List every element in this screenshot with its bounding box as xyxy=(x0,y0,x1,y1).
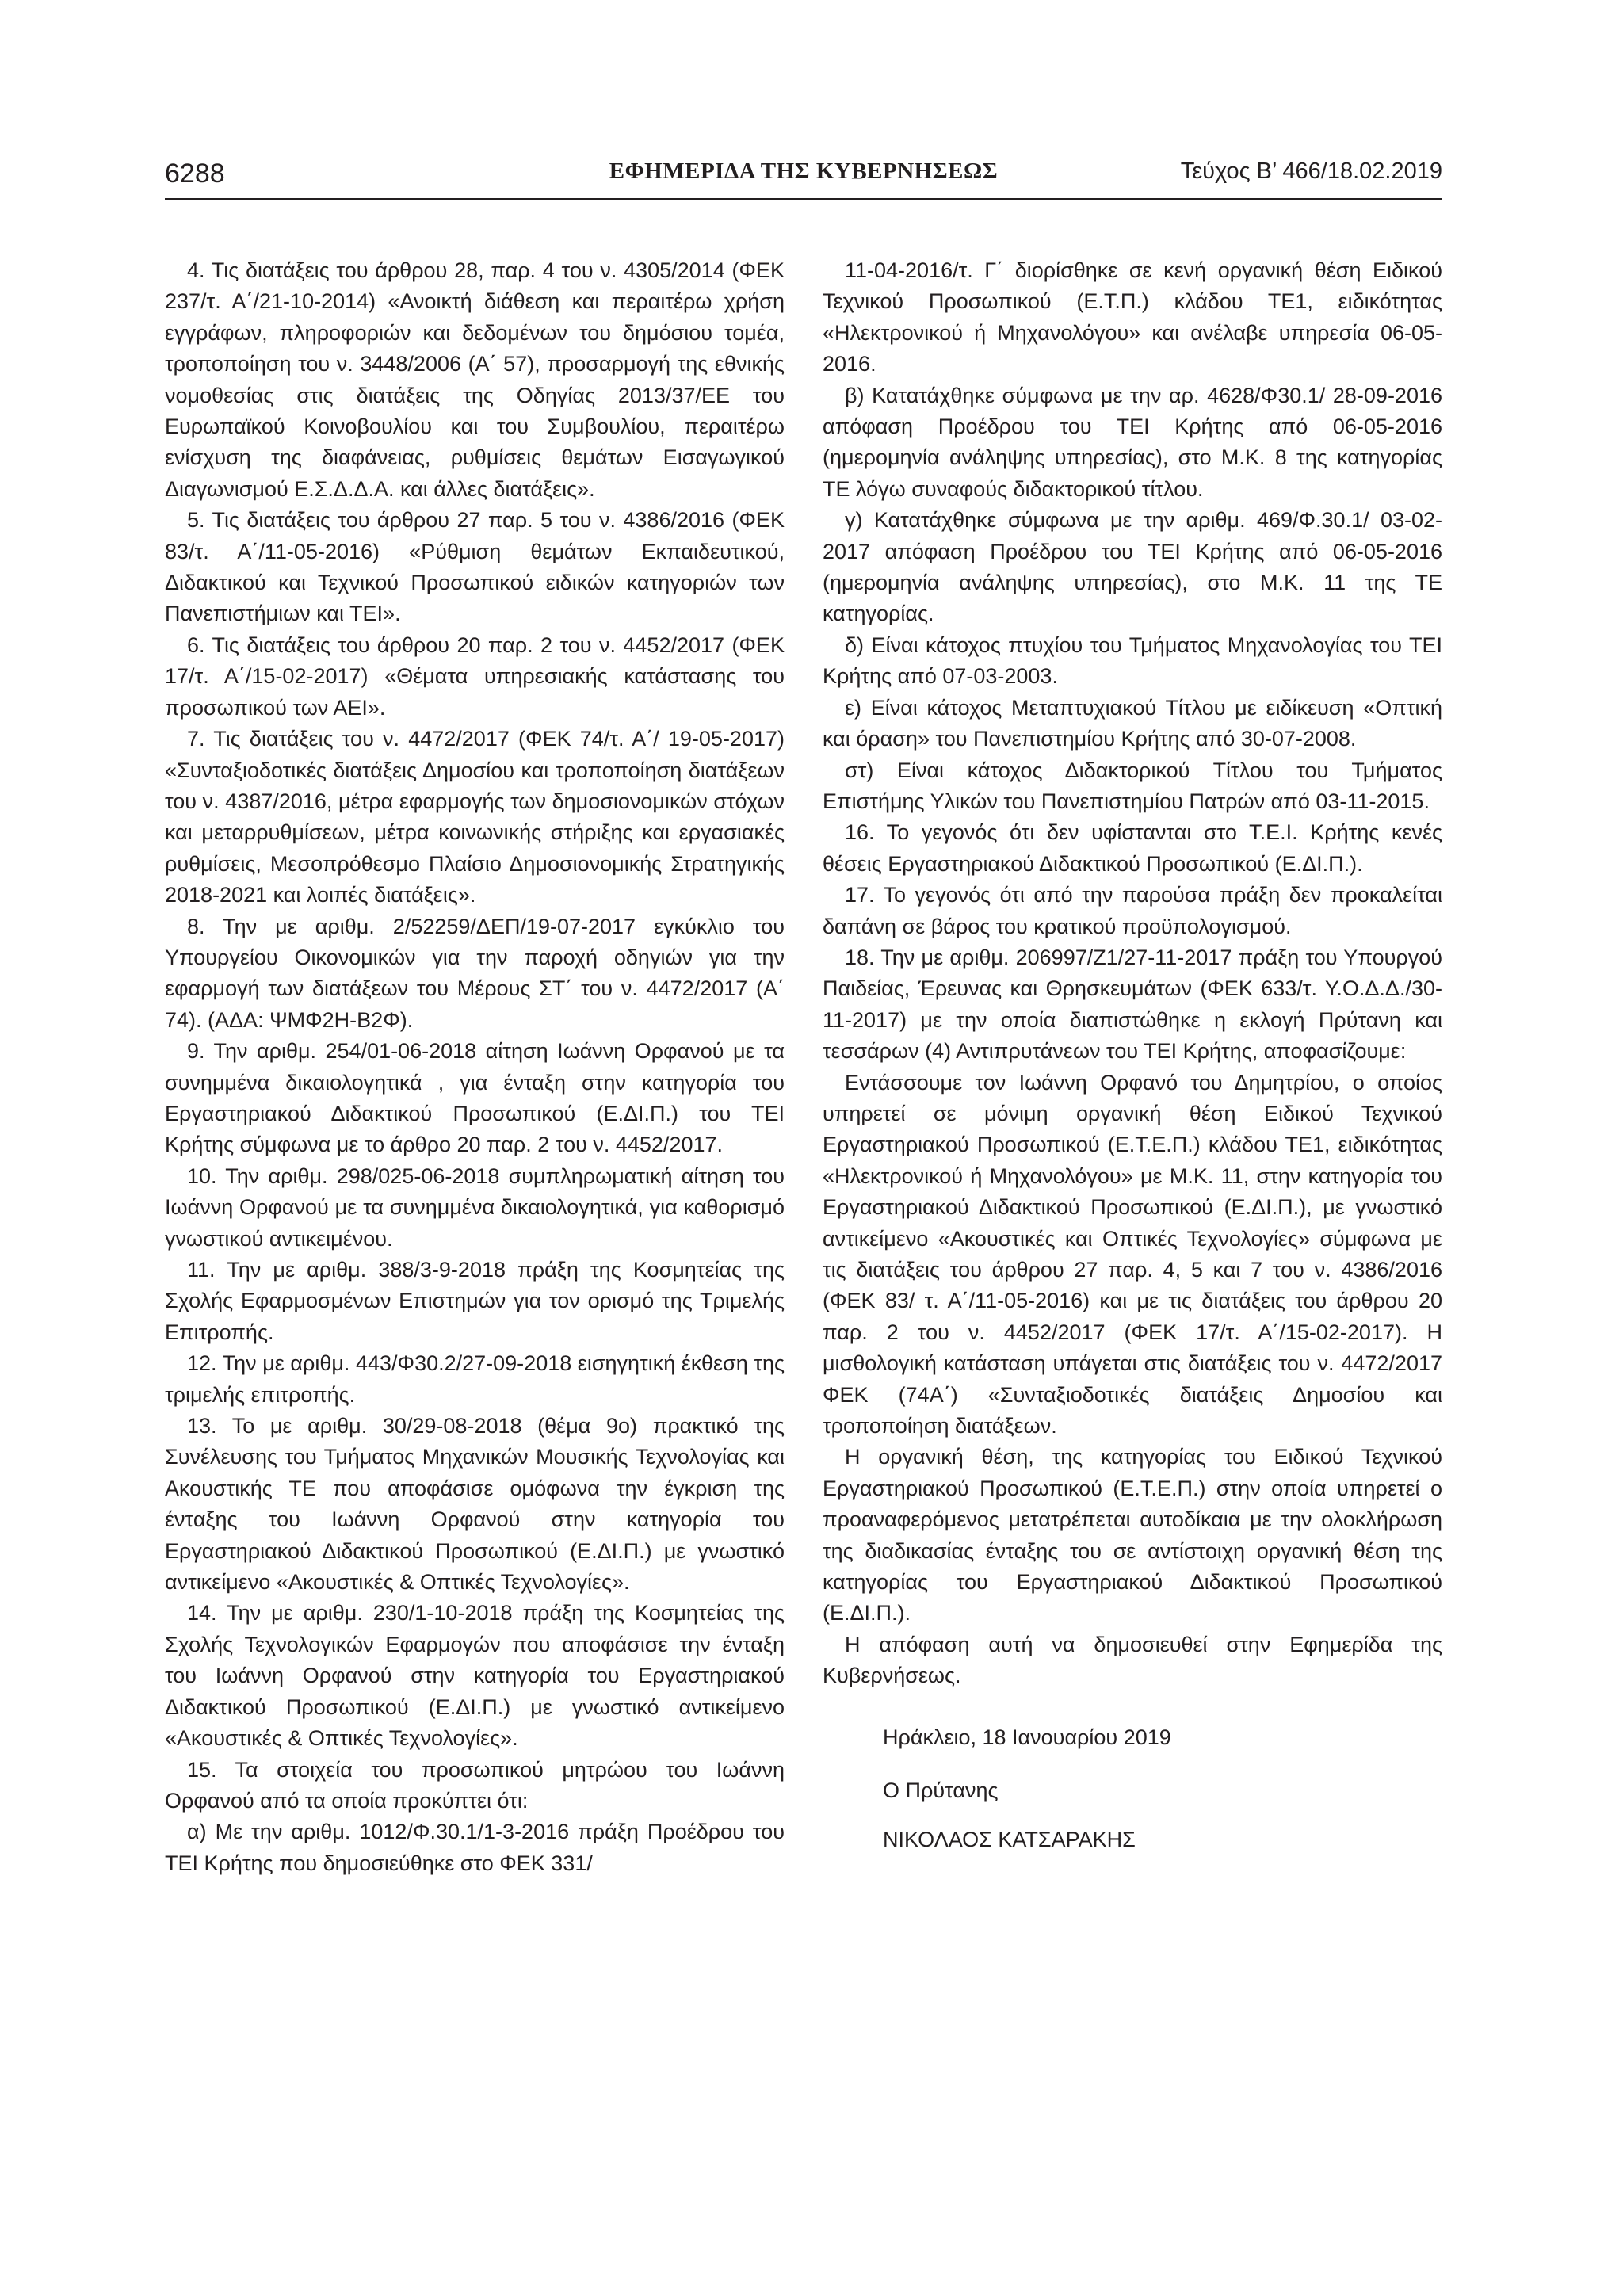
paragraph: 11. Την με αριθμ. 388/3-9-2018 πράξη της Κοσμητείας της Σχολής Εφαρμοσμένων Επιστημών για τον ορισμό της Τριμελής Επιτροπής. xyxy=(165,1258,785,1344)
paragraph: δ) Είναι κάτοχος πτυχίου του Τμήματος Μηχανολογίας του ΤΕΙ Κρήτης από 07-03-2003. xyxy=(823,632,1442,689)
paragraph: ε) Είναι κάτοχος Μεταπτυχιακού Τίτλου με ειδίκευση «Οπτική και όραση» του Πανεπιστημίου Κρήτης από 30-07-2008. xyxy=(823,695,1442,751)
paragraph: 4. Τις διατάξεις του άρθρου 28, παρ. 4 του ν. 4305/2014 (ΦΕΚ 237/τ. Α΄/21-10-2014) «Ανοικτή διάθεση και περαιτέρω χρήση εγγράφων, πληροφοριών και δεδομένων του δημόσιου τομέα, τροποποίηση του ν. 3448/2006 (Α΄ 57), προσαρμογή της εθνικής νομοθεσίας στις διατάξεις της Οδηγίας 2013/37/ΕΕ του Ευρωπαϊκού Κοινοβουλίου και του Συμβουλίου, περαιτέρω ενίσχυση της διαφάνειας, ρυθμίσεις θεμάτων Εισαγωγικού Διαγωνισμού Ε.Σ.Δ.Δ.Α. και άλλες διατάξεις». xyxy=(165,258,785,501)
paragraph: Η απόφαση αυτή να δημοσιευθεί στην Εφημερίδα της Κυβερνήσεως. xyxy=(823,1632,1442,1688)
paragraph: 16. Το γεγονός ότι δεν υφίστανται στο Τ.Ε.Ι. Κρήτης κενές θέσεις Εργαστηριακού Διδακτικού Προσωπικού (Ε.ΔΙ.Π.). xyxy=(823,820,1442,876)
gazette-title: ΕΦΗΜΕΡΙΔΑ ΤΗΣ ΚΥΒΕΡΝΗΣΕΩΣ xyxy=(609,159,999,184)
page-header xyxy=(165,155,1442,200)
decision-paragraph: Εντάσσουμε τον Ιωάννη Ορφανό του Δημητρίου, ο οποίος υπηρετεί σε μόνιμη οργανική θέση Ειδικού Τεχνικού Εργαστηριακού Προσωπικού (Ε.Τ.Ε.Π.) κλάδου ΤΕ1, ειδικότητας «Ηλεκτρονικού ή Μηχανολόγου» με Μ.Κ. 11, στην κατηγορία του Εργαστηριακού Διδακτικού Προσωπικού (Ε.ΔΙ.Π.), με γνωστικό αντικείμενο «Ακουστικές και Οπτικές Τεχνολογίες» σύμφωνα με τις διατάξεις του άρθρου 27 παρ. 4, 5 και 7 του ν. 4386/2016 (ΦΕΚ 83/ τ. Α΄/11-05-2016) και με τις διατάξεις του άρθρου 20 παρ. 2 του ν. 4452/2017 (ΦΕΚ 17/τ. Α΄/15-02-2017). Η μισθολογική κατάσταση υπάγεται στις διατάξεις του ν. 4472/2017 ΦΕΚ (74Α΄) «Συνταξιοδοτικές διατάξεις Δημοσίου και τροποποίηση διατάξεων. xyxy=(823,1070,1442,1438)
paragraph: 17. Το γεγονός ότι από την παρούσα πράξη δεν προκαλείται δαπάνη σε βάρος του κρατικού προϋπολογισμού. xyxy=(823,883,1442,938)
left-column xyxy=(165,255,785,1879)
paragraph: 6. Τις διατάξεις του άρθρου 20 παρ. 2 του ν. 4452/2017 (ΦΕΚ 17/τ. Α΄/15-02-2017) «Θέματα υπηρεσιακής κατάστασης του προσωπικού των ΑΕΙ». xyxy=(165,632,785,720)
signature-name: ΝΙΚΟΛΑΟΣ ΚΑΤΣΑΡΑΚΗΣ xyxy=(883,1827,1136,1851)
paragraph: 12. Την με αριθμ. 443/Φ30.2/27-09-2018 εισηγητική έκθεση της τριμελής επιτροπής. xyxy=(165,1351,785,1407)
signature-role: Ο Πρύτανης xyxy=(883,1778,999,1803)
signature-place-date: Ηράκλειο, 18 Ιανουαρίου 2019 xyxy=(883,1725,1171,1749)
paragraph: 14. Την με αριθμ. 230/1-10-2018 πράξη της Κοσμητείας της Σχολής Τεχνολογικών Εφαρμογών που αποφάσισε την ένταξη του Ιωάννη Ορφανού στην κατηγορία του Εργαστηριακού Διδακτικού Προσωπικού (Ε.ΔΙ.Π.) με γνωστικό αντικείμενο «Ακουστικές & Οπτικές Τεχνολογίες». xyxy=(165,1601,785,1751)
paragraph: 13. Το με αριθμ. 30/29-08-2018 (θέμα 9ο) πρακτικό της Συνέλευσης του Τμήματος Μηχανικών Μουσικής Τεχνολογίας και Ακουστικής ΤΕ που αποφάσισε ομόφωνα την έγκριση της ένταξης του Ιωάννη Ορφανού στην κατηγορία του Εργαστηριακού Διδακτικού Προσωπικού (Ε.ΔΙ.Π.) με γνωστικό αντικείμενο «Ακουστικές & Οπτικές Τεχνολογίες». xyxy=(165,1414,785,1595)
header-rule xyxy=(165,198,1442,200)
paragraph: 18. Την με αριθμ. 206997/Ζ1/27-11-2017 πράξη του Υπουργού Παιδείας, Έρευνας και Θρησκευμάτων (ΦΕΚ 633/τ. Υ.Ο.Δ.Δ./30-11-2017) με την οποία διαπιστώθηκε η εκλογή Πρύτανη και τεσσάρων (4) Αντιπρυτάνεων του ΤΕΙ Κρήτης, αποφασίζουμε: xyxy=(823,945,1442,1064)
paragraph: στ) Είναι κάτοχος Διδακτορικού Τίτλου του Τμήματος Επιστήμης Υλικών του Πανεπιστημίου Πατρών από 03-11-2015. xyxy=(823,758,1442,813)
paragraph: β) Κατατάχθηκε σύμφωνα με την αρ. 4628/Φ30.1/ 28-09-2016 απόφαση Προέδρου του ΤΕΙ Κρήτης από 06-05-2016 (ημερομηνία ανάληψης υπηρεσίας), στο Μ.Κ. 8 της κατηγορίας ΤΕ λόγω συναφούς διδακτορικού τίτλου. xyxy=(823,383,1442,501)
paragraph: Η οργανική θέση, της κατηγορίας του Ειδικού Τεχνικού Εργαστηριακού Προσωπικού (Ε.Τ.Ε.Π.) στην οποία υπηρετεί ο προαναφερόμενος μετατρέπεται αυτοδίκαια με την ολοκλήρωση της διαδικασίας ένταξης του σε αντίστοιχη οργανική θέση της κατηγορίας του Εργαστηριακού Διδακτικού Προσωπικού (Ε.ΔΙ.Π.). xyxy=(823,1445,1442,1626)
issue-reference: Τεύχος Β’ 466/18.02.2019 xyxy=(1180,159,1442,184)
paragraph: γ) Κατατάχθηκε σύμφωνα με την αριθμ. 469/Φ.30.1/ 03-02-2017 απόφαση Προέδρου του ΤΕΙ Κρήτης από 06-05-2016 (ημερομηνία ανάληψης υπηρεσίας), στο Μ.Κ. 11 της ΤΕ κατηγορίας. xyxy=(823,508,1442,626)
page-number: 6288 xyxy=(165,159,225,189)
paragraph: 11-04-2016/τ. Γ΄ διορίσθηκε σε κενή οργανική θέση Ειδικού Τεχνικού Προσωπικού (Ε.Τ.Π.) κλάδου ΤΕ1, ειδικότητας «Ηλεκτρονικού ή Μηχανολόγου» και ανέλαβε υπηρεσία 06-05-2016. xyxy=(823,258,1442,376)
paragraph: 8. Την με αριθμ. 2/52259/ΔΕΠ/19-07-2017 εγκύκλιο του Υπουργείου Οικονομικών για την παροχή οδηγιών για την εφαρμογή των διατάξεων του Μέρους ΣΤ΄ του ν. 4472/2017 (Α΄ 74). (ΑΔΑ: ΨΜΦ2Η-Β2Φ). xyxy=(165,914,785,1032)
right-column xyxy=(823,255,1442,1855)
paragraph: α) Με την αριθμ. 1012/Φ.30.1/1-3-2016 πράξη Προέδρου του ΤΕΙ Κρήτης που δημοσιεύθηκε στο ΦΕΚ 331/ xyxy=(165,1820,785,1875)
paragraph: 9. Την αριθμ. 254/01-06-2018 αίτηση Ιωάννη Ορφανού με τα συνημμένα δικαιολογητικά , για ένταξη στην κατηγορία του Εργαστηριακού Διδακτικού Προσωπικού (Ε.ΔΙ.Π.) του ΤΕΙ Κρήτης σύμφωνα με το άρθρο 20 παρ. 2 του ν. 4452/2017. xyxy=(165,1039,785,1157)
paragraph: 5. Τις διατάξεις του άρθρου 27 παρ. 5 του ν. 4386/2016 (ΦΕΚ 83/τ. Α΄/11-05-2016) «Ρύθμιση θεμάτων Εκπαιδευτικού, Διδακτικού και Τεχνικού Προσωπικού ειδικών κατηγοριών των Πανεπιστήμιων και ΤΕΙ». xyxy=(165,508,785,626)
paragraph: 15. Τα στοιχεία του προσωπικού μητρώου του Ιωάννη Ορφανού από τα οποία προκύπτει ότι: xyxy=(165,1757,785,1813)
paragraph: 7. Τις διατάξεις του ν. 4472/2017 (ΦΕΚ 74/τ. Α΄/ 19-05-2017) «Συνταξιοδοτικές διατάξεις Δημοσίου και τροποποίηση διατάξεων του ν. 4387/2016, μέτρα εφαρμογής των δημοσιονομικών στόχων και μεταρρυθμίσεων, μέτρα κοινωνικής στήριξης και εργασιακές ρυθμίσεις, Μεσοπρόθεσμο Πλαίσιο Δημοσιονομικής Στρατηγικής 2018-2021 και λοιπές διατάξεις». xyxy=(165,727,785,907)
paragraph: 10. Την αριθμ. 298/025-06-2018 συμπληρωματική αίτηση του Ιωάννη Ορφανού με τα συνημμένα δικαιολογητικά, για καθορισμό γνωστικού αντικειμένου. xyxy=(165,1163,785,1251)
